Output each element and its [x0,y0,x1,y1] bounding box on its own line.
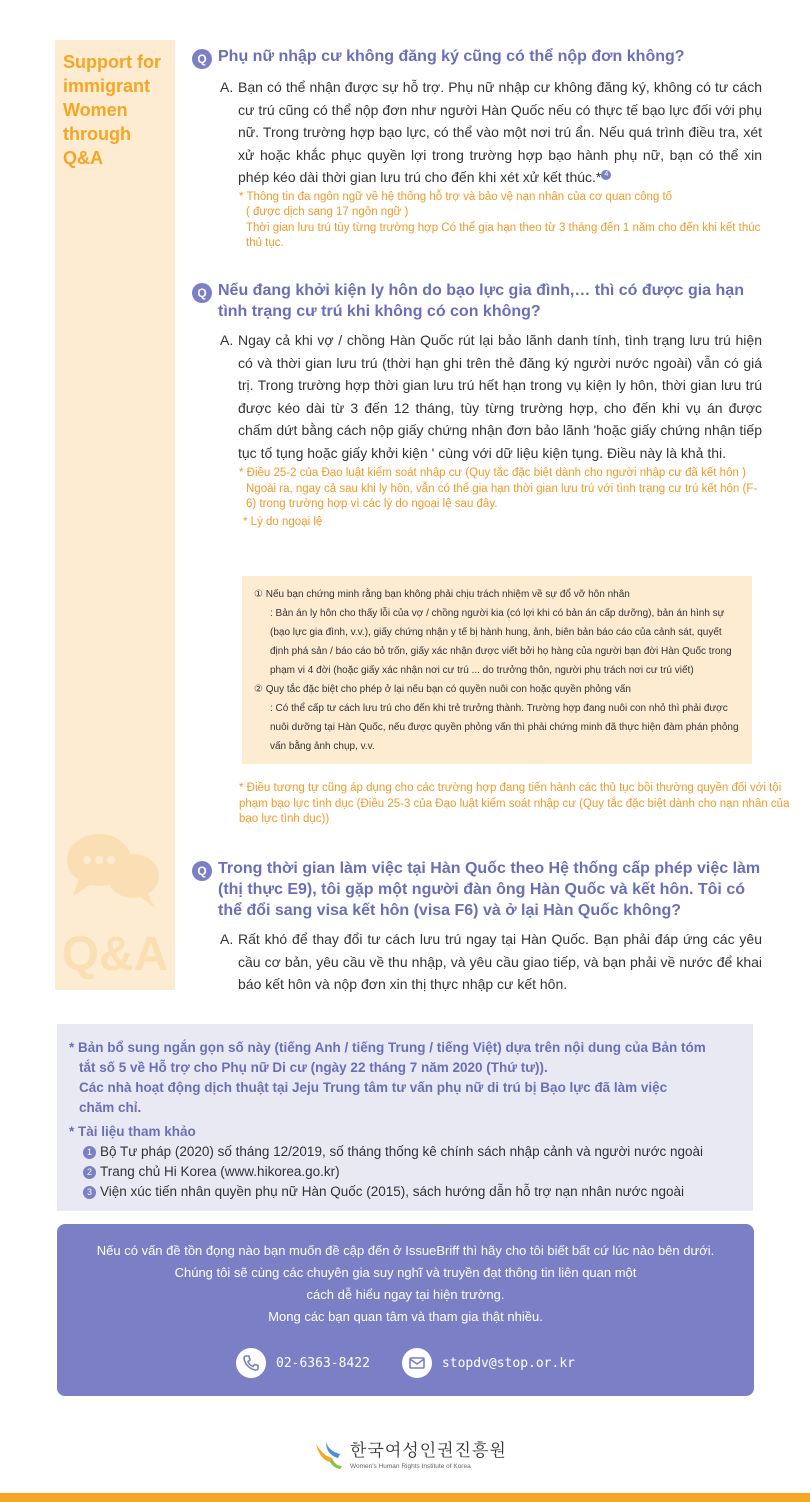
question-badge-icon: Q [192,49,212,69]
sidebar-title-line: Q&A [63,148,103,168]
exception-detail: : Bản án ly hôn cho thấy lỗi của vợ / chồng người kia (có lợi khi có bản án cấp dưỡng), bản án hình sự (bạo lực gia đình, v.v.), giấy chứng nhận y tế bị hành hung, ảnh, biên bản báo cáo của cảnh sát, quyết định phá sản / báo cáo bỏ trốn, giấy xác nhận được viết bởi họ hàng của người bạn đời Hàn Quốc trong phạm vi 4 đời (hoặc giấy xác nhận nơi cư trú ... do trưởng thôn, người phụ trách nơi cư trú viết) [270,608,732,676]
contact-text: cách dễ hiểu ngay tại hiện trường. [306,1287,505,1302]
sidebar-title-line: through [63,124,131,144]
question-badge-icon: Q [192,283,212,303]
organization-logo-icon [312,1436,346,1470]
question-text: Nếu đang khởi kiện ly hôn do bạo lực gia đình,… thì có được gia hạn tình trạng cư trú khi không có con không? [218,282,744,320]
qa-block-3 [192,858,762,996]
email-icon [402,1348,432,1378]
summary-line: chăm chỉ. [79,1100,142,1115]
contact-box [57,1224,754,1396]
answer-label: A. [220,332,234,348]
sidebar-title-line: immigrant [63,76,151,96]
contact-text: Mong các bạn quan tâm và tham gia thật nhiều. [268,1309,543,1324]
phone-number: 02-6363-8422 [276,1355,370,1371]
question-text: Trong thời gian làm việc tại Hàn Quốc theo Hệ thống cấp phép việc làm (thị thực E9), tôi gặp một người đàn ông Hàn Quốc và kết hôn. Tôi có thể đổi sang visa kết hôn (visa F6) và ở lại Hàn Quốc không? [218,860,761,919]
answer-text: Bạn có thể nhận được sự hỗ trợ. Phụ nữ nhập cư không đăng ký, không có tư cách cư trú cũng có thể nộp đơn như người Hàn Quốc nếu có thực tế bạo lực đối với phụ nữ. Trong trường hợp bạo lực, có thể vào một nơi trú ẩn. Nếu quá trình điều tra, xét xử hoặc khắc phục quyền lợi trong trường hợp bạo hành phụ nữ, bạn có thể xin phép kéo dài thời gian lưu trú cho đến khi xét xử kết thúc.* $^4$ [238,79,762,185]
number-badge-icon: 1 [83,1146,96,1159]
summary-line: tắt số 5 về Hỗ trợ cho Phụ nữ Di cư (ngày 22 tháng 7 năm 2020 (Thứ tư)). [79,1060,548,1075]
summary-note [69,1038,741,1118]
reference-text: Viện xúc tiến nhân quyền phụ nữ Hàn Quốc (2015), sách hướng dẫn hỗ trợ nạn nhân nước ngoài [100,1184,685,1199]
summary-line: Các nhà hoạt động dịch thuật tại Jeju Trung tâm tư vấn phụ nữ di trú bị Bạo lực đã làm việc [79,1080,668,1095]
summary-box [57,1024,753,1211]
email-address: stopdv@stop.or.kr [441,1355,575,1371]
qa-block-1 [192,46,762,252]
footnote: * Thông tin đa ngôn ngữ về hệ thống hỗ trợ và bảo vệ nạn nhân của cơ quan công tố [239,190,673,203]
sidebar-title-line: Women [63,100,128,120]
phone-icon [236,1348,266,1378]
exception-detail: : Có thể cấp tư cách lưu trú cho đến khi trẻ trưởng thành. Trường hợp đang nuôi con nhỏ thì phải được nuôi dưỡng tại Hàn Quốc, nếu được quyền phỏng vấn thì phải chứng minh đã thực hiện đàm phán phỏng vấn bằng ảnh chụp, v.v. [270,703,739,752]
footnote: * Điều 25-2 của Đạo luật kiểm soát nhập cư (Quy tắc đặc biệt dành cho người nhập cư đã kết hôn ) [239,467,746,479]
qa-block-2 [192,280,762,530]
exception-item: ② Quy tắc đặc biệt cho phép ở lại nếu bạn có quyền nuôi con hoặc quyền phỏng vấn [254,684,631,695]
footnote: * Lý do ngoại lệ [243,515,323,528]
footnote: * Điều tương tự cũng áp dụng cho các trường hợp đang tiến hành các thủ tục bồi thường quyền đối với tội phạm bạo lực tình dục (Điều 25-3 của Đạo luật kiểm soát nhập cư (Quy tắc đặc biệt dành cho nạn nhân của bạo lực tình dục)) [239,782,790,825]
sidebar-deco-text: Q&A [61,928,169,981]
contact-text: Chúng tôi sẽ cùng các chuyên gia suy nghĩ và truyền đạt thông tin liên quan một [174,1265,637,1280]
question-badge-icon: Q [192,861,212,881]
email-contact[interactable] [402,1348,575,1378]
reference-text: Bộ Tư pháp (2020) số tháng 12/2019, số tháng thống kê chính sách nhập cảnh và người nước ngoài [100,1144,703,1159]
reference-item [69,1142,741,1162]
number-badge-icon: 3 [83,1186,96,1199]
organization-logo [312,1436,507,1470]
sidebar-title [63,50,173,170]
reference-item [69,1162,741,1182]
contact-text: Nếu có vấn đề tồn đọng nào bạn muốn đề cập đến ở IssueBriff thì hãy cho tôi biết bất cứ lúc nào bên dưới. [96,1243,715,1258]
reference-marker-icon: 4 [601,170,611,180]
footnote: Thời gian lưu trú tùy từng trường hợp Có thể gia hạn theo từ 3 tháng đến 1 năm cho đến khi kết thúc thủ tục. [246,221,761,249]
exception-reasons-box [242,576,752,764]
org-name-korean: 한국여성인권진흥원 [350,1441,507,1460]
chat-bubble-qa-icon [55,820,175,990]
question-text: Phụ nữ nhập cư không đăng ký cũng có thể nộp đơn không? [218,48,685,65]
phone-contact[interactable] [236,1348,370,1378]
org-name-english: Women's Human Rights Institute of Korea [350,1463,471,1470]
footnote: ( được dịch sang 17 ngôn ngữ ) [246,206,409,218]
answer-label: A. [220,79,234,95]
answer-text: Rất khó để thay đổi tư cách lưu trú ngay tại Hàn Quốc. Bạn phải đáp ứng các yêu cầu cơ bản, yêu cầu về thu nhập, và yêu cầu giao tiếp, và bạn phải về nước để khai báo kết hôn và nộp đơn xin thị thực nhập cư kết hôn. [238,931,762,992]
footnote: Ngoài ra, ngay cả sau khi ly hôn, vẫn có thể gia hạn thời gian lưu trú với tình trạng cư trú kết hôn (F-6) trong trường hợp vì các lý do ngoại lệ sau đây. [246,482,758,510]
references-heading: * Tài liệu tham khảo [69,1124,196,1139]
exception-item: ① Nếu bạn chứng minh rằng bạn không phải chịu trách nhiệm về sự đổ vỡ hôn nhân [254,589,630,600]
number-badge-icon: 2 [83,1166,96,1179]
reference-text: Trang chủ Hi Korea (www.hikorea.go.kr) [100,1164,340,1179]
answer-label: A. [220,931,234,947]
reference-item [69,1182,741,1202]
bottom-accent-bar [0,1493,810,1502]
answer-text: Ngay cả khi vợ / chồng Hàn Quốc rút lại bảo lãnh danh tính, tình trạng lưu trú hiện có và thời gian lưu trú (thời hạn ghi trên thẻ đăng ký người nước ngoài) vẫn có giá trị. Trong trường hợp thời gian lưu trú hết hạn trong vụ kiện ly hôn, thời gian lưu trú được kéo dài từ 3 đến 12 tháng, tùy từng trường hợp, cho đến khi vụ án được chấm dứt bằng cách nộp giấy chứng nhận đơn bảo lãnh 'hoặc giấy chứng nhận tiếp tục tố tụng hoặc giấy khởi kiện ' cùng với dữ liệu kiện tụng. Điều này là khả thi. [238,332,762,461]
summary-line: * Bản bổ sung ngắn gọn số này (tiếng Anh / tiếng Trung / tiếng Việt) dựa trên nội dung của Bản tóm [69,1040,706,1055]
sidebar-title-line: Support for [63,52,161,72]
sidebar-panel [55,40,175,990]
